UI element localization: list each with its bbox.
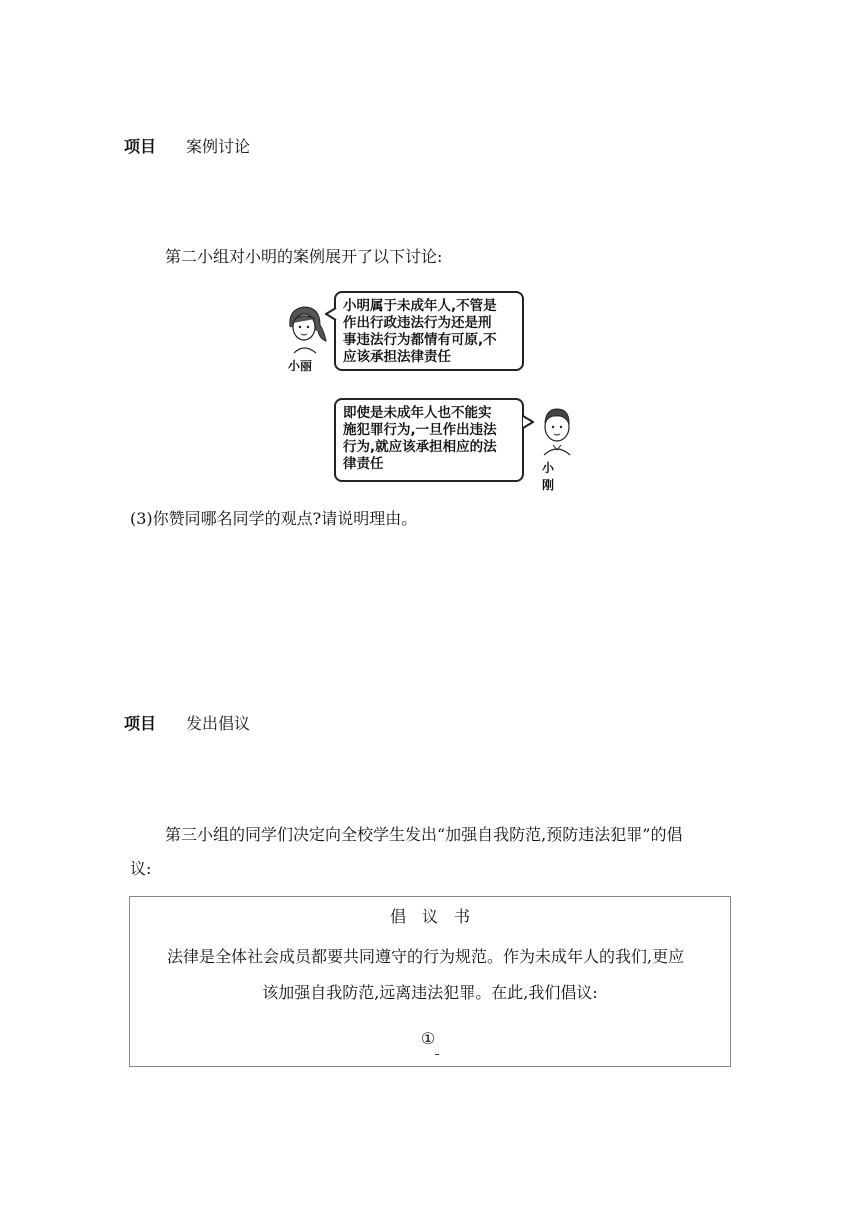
dialogue-illustration — [270, 285, 560, 492]
proposal-box — [129, 896, 731, 1067]
section-label: 项目 — [124, 714, 157, 733]
question-3: (3)你赞同哪名同学的观点?请说明理由。 — [130, 509, 418, 528]
proposal-line1: 法律是全体社会成员都要共同遵守的行为规范。作为未成年人的我们,更应 — [167, 947, 685, 966]
bubble-tail-icon — [522, 415, 534, 429]
bubble-line: 应该承担法律责任 — [343, 349, 451, 365]
section-title: 案例讨论 — [186, 137, 251, 156]
intro-paragraph-line2: 议: — [130, 859, 152, 878]
bubble-line: 律责任 — [343, 456, 384, 472]
girl-avatar-icon — [280, 301, 330, 359]
bubble-line: 作出行政违法行为还是刑 — [343, 315, 492, 331]
xiaogang-speech-bubble — [334, 398, 524, 482]
xiaoli-speech-bubble — [334, 291, 524, 371]
proposal-line2: 该加强自我防范,远离违法犯罪。在此,我们倡议: — [262, 983, 598, 1002]
xiaoli-name: 小丽 — [288, 359, 313, 373]
boy-avatar-icon — [534, 403, 580, 459]
item-marker: ① — [420, 1029, 436, 1048]
bubble-line: 即使是未成年人也不能实 — [343, 405, 492, 421]
proposal-title: 倡 议 书 — [389, 907, 470, 926]
bubble-line: 施犯罪行为,一旦作出违法 — [343, 422, 497, 438]
proposal-item-1 — [130, 1023, 730, 1055]
answer-blank[interactable] — [435, 1040, 439, 1055]
bubble-line: 行为,就应该承担相应的法 — [343, 439, 497, 455]
section-label: 项目 — [124, 137, 157, 156]
intro-paragraph-line1: 第三小组的同学们决定向全校学生发出“加强自我防范,预防违法犯罪”的倡 — [165, 825, 683, 844]
xiaogang-name: 小刚 — [542, 461, 555, 492]
bubble-line: 小明属于未成年人,不管是 — [343, 298, 497, 314]
intro-paragraph: 第二小组对小明的案例展开了以下讨论: — [165, 247, 443, 266]
section-title: 发出倡议 — [186, 714, 251, 733]
bubble-tail-icon — [325, 307, 337, 321]
bubble-line: 事违法行为都情有可原,不 — [343, 332, 497, 348]
